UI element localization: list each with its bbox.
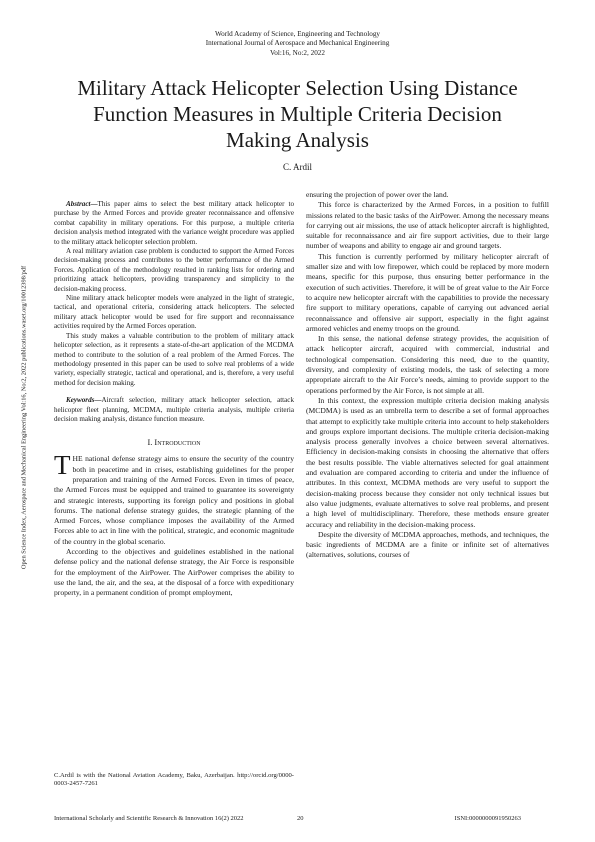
keywords-text: Aircraft selection, military attack helicopter selection, attack helicopter fleet planning, MCDMA, multiple criteria analysis, multiple criteria decision making analysis, distance function measure. [54,396,294,423]
side-index-stamp: Open Science Index, Aerospace and Mechanical Engineering Vol:16, No:2, 2022 publications.waset.org/10012398/pdf [20,265,28,570]
body-paragraph: ensuring the projection of power over the land. [306,190,449,199]
abstract-paragraph: Nine military attack helicopter models were analyzed in the light of strategic, tactical, and operational criteria, considering attack helicopters. The selected military attack helicopter would be used for fire support and reconnaissance activities required by the Armed Forces operation. [54,294,294,331]
left-column [54,200,294,599]
footer-isni: ISNI:0000000091950263 [454,815,521,822]
intro-paragraph: THE national defense strategy aims to ensure the security of the country both in peacetime and in crises, establishing guidelines for the proper preparation and training of the Armed Forces. Even in times of peace, the Armed Forces must be equipped and trained to guarantee its sovereignty and strategic interests, supporting its foreign policy and positions in global forums. The national defense strategy guides, the strategic planning of the Armed Forces, whose compliance imposes the availability of the Armed Forces able to act in line with the political, strategic, and economic magnitude of the country in the global scenario. [54,450,294,546]
page-number: 20 [297,815,304,822]
title-line-2: Function Measures in Multiple Criteria Decision [93,102,502,126]
body-paragraph: In this sense, the national defense strategy provides, the acquisition of attack helicopter aircraft, acquired with commercial, industrial and technological compensation. Considering this need, due to the quantity, diversity, and complexity of existing models, the task of selecting a more appropriate aircraft to the Air Force’s needs, aiming to provide support to the operations performed by the Air Force, is not simple at all. [306,334,549,395]
header-volume: Vol:16, No:2, 2022 [270,48,325,57]
title-line-3: Making Analysis [226,128,369,152]
keywords: Keywords—Aircraft selection, military attack helicopter selection, attack helicopter fleet planning, MCDMA, multiple criteria analysis, multiple criteria decision making analysis, distance function measure. [54,396,294,423]
journal-header [0,30,595,58]
footer-journal: International Scholarly and Scientific Research & Innovation 16(2) 2022 [54,815,244,822]
body-paragraph: In this context, the expression multiple criteria decision making analysis (MCDMA) is used as an umbrella term to describe a set of formal approaches that attempt to explicitly take multiple criteria into account to help stakeholders and groups explore important decisions. The multiple criteria decision-making analysis process generally involves a choice between several alternatives. Efficiency in decision-making consists in choosing the alternative that offers the best results possible. The viable alternatives selected for goal attainment and evaluation are compared according to criteria and under the influence of attributes. In this context, MCDMA methods are very useful to support the decision-making process because they consider not only technical issues but also value judgments, evaluate alternatives to solve real problems, and present a high level of multidisciplinary. Therefore, these methods ensure greater accuracy and reliability in the decision-making process. [306,395,549,529]
body-paragraph: This function is currently performed by military helicopter aircraft of smaller size and with low firepower, which could be replaced by more modern means, specific for this purpose, thus ensuring better performance in the execution of such activities. Therefore, it will be of great value to the Air Force to acquire new helicopter aircraft with the capabilities to provide the necessary fire support to military operations, capable of carrying out advanced aerial reconnaissance and offensive air support, especially in the fight against armored vehicles and enemy troops on the ground. [306,251,549,333]
body-paragraph: This force is characterized by the Armed Forces, in a position to fulfill missions related to the basic tasks of the AirPower. Among the necessary means for carrying out air missions, the use of attack helicopter aircraft is highlighted, suitable for reconnaissance and air fire support activities, due to their large number of weapons and ability to engage air and ground targets. [306,200,549,251]
abstract: Abstract—This paper aims to select the best military attack helicopter to purchase by the Armed Forces and provide greater reconnaissance and offensive combat capability in military operations. For this purpose, a multiple criteria decision analysis method integrated with the variance weight procedure was applied to the military attack helicopter selection problem. A real military aviation case problem is conducted to support the Armed Forces decision-making process and contributes to the better performance of the Armed Forces. Application of the methodology resulted in ranking lists for ordering and prioritizing attack helicopters, providing transparency and simplicity to the decision-making process. Nine military attack helicopter models were analyzed in the light of strategic, tactical, and operational criteria, considering attack helicopters. The selected military attack helicopter would be used for fire support and reconnaissance activities required by the Armed Forces operation. This study makes a valuable contribution to the problem of military attack helicopter selection, as it represents a state-of-the-art application of the MCDMA method to contribute to the solution of a real problem of the Armed Forces. The methodology presented in this paper can be used to solve real problems of a wide variety, especially strategic, tactical and operational, and is, therefore, a very useful method for decision making. [54,200,294,387]
abstract-paragraph: This study makes a valuable contribution to the problem of military attack helicopter selection, as it represents a state-of-the-art application of the MCDMA method to contribute to the solution of a real problem of the Armed Forces. The methodology presented in this paper can be used to solve real problems of a wide variety, especially strategic, tactical and operational, and is, therefore, a very useful method for decision making. [54,331,294,387]
author-footnote [54,772,294,789]
drop-cap: T [54,450,71,481]
body-paragraph: Despite the diversity of MCDMA approaches, methods, and techniques, the basic ingredients of MCDMA are a finite or infinite set of alternatives (alternatives, solutions, courses of [306,529,549,560]
author-name: C. Ardil [282,162,312,172]
abstract-label: Abstract [66,200,91,208]
page-footer [54,814,549,824]
abstract-paragraph: A real military aviation case problem is conducted to support the Armed Forces decision-making process and contributes to the better performance of the Armed Forces. Application of the methodology resulted in ranking lists for ordering and prioritizing attack helicopters, providing transparency and simplicity to the decision-making process. [54,247,294,293]
keywords-label: Keywords [66,396,95,405]
footnote-text: C.Ardil is with the National Aviation Academy, Baku, Azerbaijan. http://orcid.org/0000-0003-2457-7261 [54,772,294,788]
title-line-1: Military Attack Helicopter Selection Using Distance [77,76,518,100]
section-heading-introduction [54,437,294,448]
paper-title [25,75,570,153]
section-numeral: I. [147,438,153,448]
right-column [306,190,549,561]
abstract-paragraph: This paper aims to select the best military attack helicopter to purchase by the Armed Forces and provide greater reconnaissance and offensive combat capability in military operations. For this purpose, a multiple criteria decision analysis method integrated with the variance weight procedure was applied to the military attack helicopter selection problem. [54,200,294,246]
intro-paragraph: According to the objectives and guidelines established in the national defense policy and the national defense strategy, the Air Force is responsible for the employment of the AirPower. The AirPower comprises the ability to use the land, the air, and the sea, at the disposal of a force with expeditionary property, in a permanent condition of prompt employment, [54,547,294,598]
header-journal-name: International Journal of Aerospace and Mechanical Engineering [205,39,390,48]
section-title: Introduction [154,438,201,448]
header-publisher: World Academy of Science, Engineering and Technology [214,30,381,38]
